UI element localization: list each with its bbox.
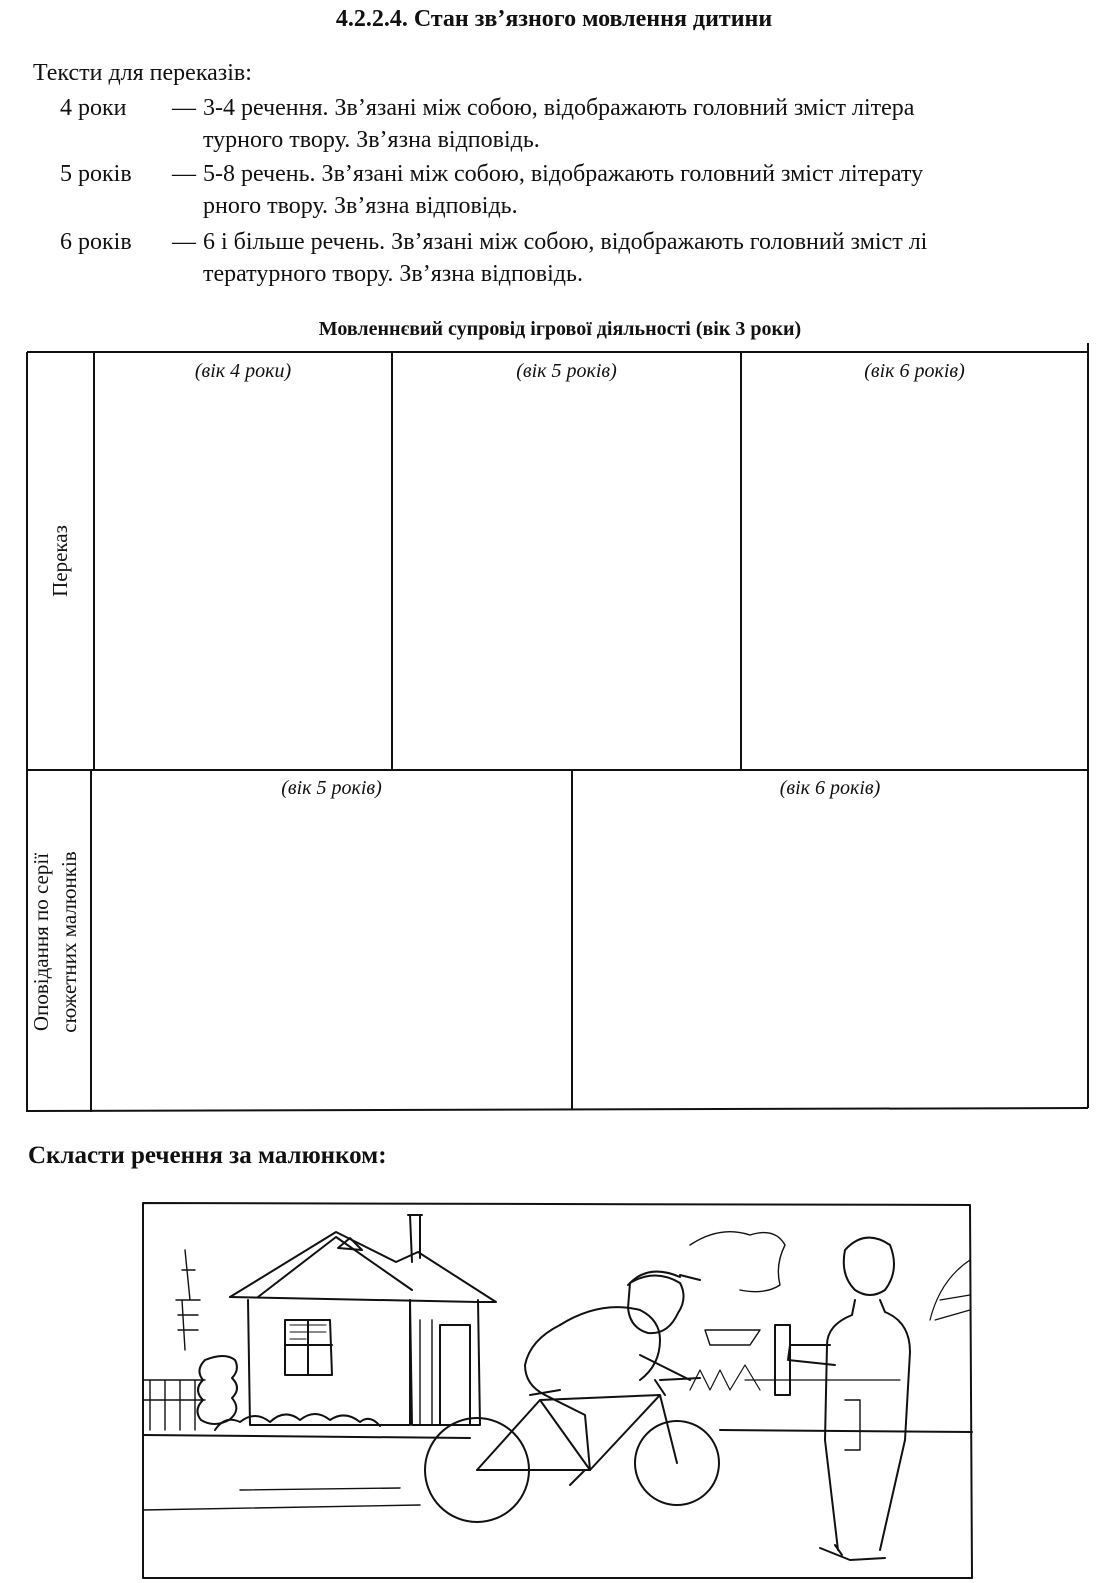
description-line-2: рного твору. Зв’язна відповідь. bbox=[203, 193, 518, 219]
col-header-age-6: (вік 6 років) bbox=[864, 360, 965, 382]
section-title: 4.2.2.4. Стан зв’язного мовлення дитини bbox=[335, 6, 773, 32]
description-line-2: турного твору. Зв’язна відповідь. bbox=[203, 127, 540, 153]
col-header-age-6: (вік 6 років) bbox=[779, 777, 881, 799]
description-line-1: 5-8 речень. Зв’язані між собою, відображають головний зміст літерату bbox=[203, 161, 924, 187]
age-label: 5 років bbox=[60, 161, 132, 187]
col-header-age-4: (вік 4 роки) bbox=[194, 360, 292, 382]
col-header-age-5: (вік 5 років) bbox=[281, 777, 382, 799]
row-label-retelling: Переказ bbox=[48, 525, 72, 597]
dash: — bbox=[172, 95, 196, 121]
age-label: 4 роки bbox=[60, 95, 127, 121]
description-line-1: 6 і більше речень. Зв’язані між собою, відображають головний зміст лі bbox=[203, 229, 928, 255]
age-label: 6 років bbox=[60, 229, 132, 255]
dash: — bbox=[172, 229, 196, 255]
row-label-line-1: Оповідання по серії bbox=[29, 852, 53, 1032]
col-header-age-5: (вік 5 років) bbox=[516, 360, 617, 382]
row-label-line-2: сюжетних малюнків bbox=[57, 851, 81, 1033]
description-line-2: тературного твору. Зв’язна відповідь. bbox=[203, 261, 583, 287]
dash: — bbox=[172, 161, 196, 187]
intro-text: Тексти для переказів: bbox=[33, 60, 252, 86]
task-title: Скласти речення за малюнком: bbox=[28, 1142, 387, 1169]
description-line-1: 3-4 речення. Зв’язані між собою, відображають головний зміст літера bbox=[203, 95, 915, 121]
table-caption: Мовленнєвий супровід ігрової діяльності (вік 3 роки) bbox=[318, 318, 802, 340]
